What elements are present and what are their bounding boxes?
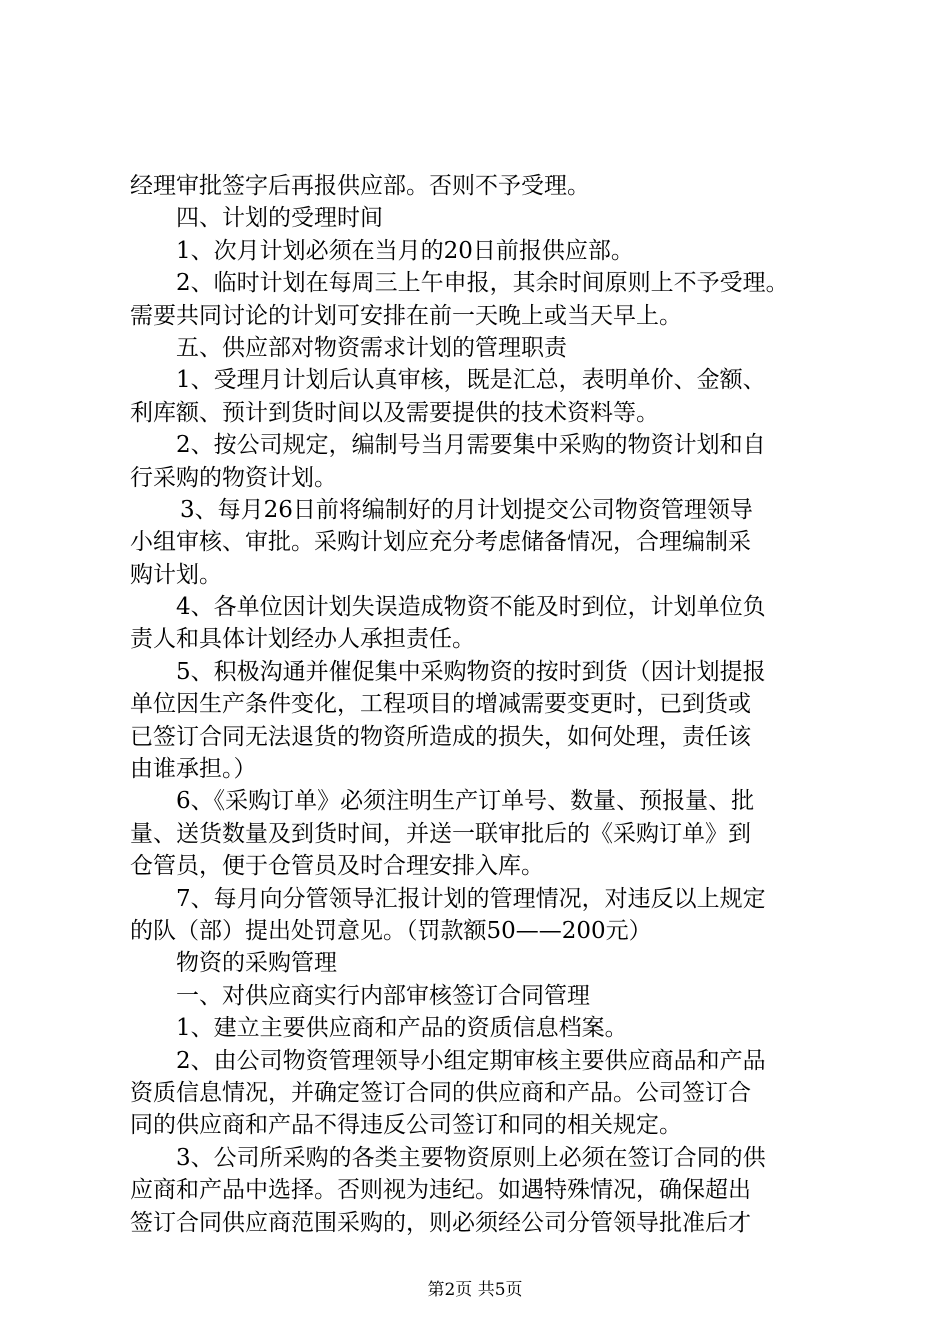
text-line: 已签订合同无法退货的物资所造成的损失，如何处理，责任该 xyxy=(130,723,751,750)
page-footer: 第2页 共5页 xyxy=(427,1280,523,1300)
text-line: 3、每月26日前将编制好的月计划提交公司物资管理领导 xyxy=(180,496,753,523)
text-line: 2、按公司规定，编制号当月需要集中采购的物资计划和自 xyxy=(176,432,766,459)
text-line: 仓管员，便于仓管员及时合理安排入库。 xyxy=(130,853,544,880)
text-line: 2、由公司物资管理领导小组定期审核主要供应商品和产品 xyxy=(176,1047,766,1074)
text-line: 5、积极沟通并催促集中采购物资的按时到货（因计划提报 xyxy=(176,658,766,685)
text-line: 利库额、预计到货时间以及需要提供的技术资料等。 xyxy=(130,399,659,426)
text-line: 资质信息情况，并确定签订合同的供应商和产品。公司签订合 xyxy=(130,1079,751,1106)
text-line: 五、供应部对物资需求计划的管理职责 xyxy=(176,334,567,361)
text-line: 2、临时计划在每周三上午申报，其余时间原则上不予受理。 xyxy=(176,270,789,297)
text-line: 应商和产品中选择。否则视为违纪。如遇特殊情况，确保超出 xyxy=(130,1177,751,1204)
text-line: 的队（部）提出处罚意见。（罚款额50——200元） xyxy=(130,917,652,944)
text-line: 3、公司所采购的各类主要物资原则上必须在签订合同的供 xyxy=(176,1144,766,1171)
text-line: 小组审核、审批。采购计划应充分考虑储备情况，合理编制采 xyxy=(130,529,751,556)
text-line: 量、送货数量及到货时间，并送一联审批后的《采购订单》到 xyxy=(130,820,751,847)
text-line: 4、各单位因计划失误造成物资不能及时到位，计划单位负 xyxy=(176,594,766,621)
text-line: 签订合同供应商范围采购的，则必须经公司分管领导批准后才 xyxy=(130,1209,751,1236)
text-line: 1、次月计划必须在当月的20日前报供应部。 xyxy=(176,237,634,264)
text-line: 1、建立主要供应商和产品的资质信息档案。 xyxy=(176,1015,628,1042)
text-line: 一、对供应商实行内部审核签订合同管理 xyxy=(176,982,590,1009)
document-body xyxy=(130,170,830,1239)
text-line: 行采购的物资计划。 xyxy=(130,464,337,491)
text-line: 物资的采购管理 xyxy=(176,950,337,977)
text-line: 由谁承担。） xyxy=(130,756,257,783)
text-line: 需要共同讨论的计划可安排在前一天晚上或当天早上。 xyxy=(130,302,682,329)
text-line: 四、计划的受理时间 xyxy=(176,205,383,232)
text-line: 同的供应商和产品不得违反公司签订和同的相关规定。 xyxy=(130,1112,682,1139)
text-line: 经理审批签字后再报供应部。否则不予受理。 xyxy=(130,173,590,199)
text-line: 购计划。 xyxy=(130,561,222,588)
text-line: 7、每月向分管领导汇报计划的管理情况，对违反以上规定 xyxy=(176,885,766,912)
text-line: 责人和具体计划经办人承担责任。 xyxy=(130,626,475,653)
text-line: 1、受理月计划后认真审核，既是汇总，表明单价、金额、 xyxy=(176,367,766,394)
text-line: 单位因生产条件变化，工程项目的增减需要变更时，已到货或 xyxy=(130,691,751,718)
text-line: 6、《采购订单》必须注明生产订单号、数量、预报量、批 xyxy=(176,788,755,815)
